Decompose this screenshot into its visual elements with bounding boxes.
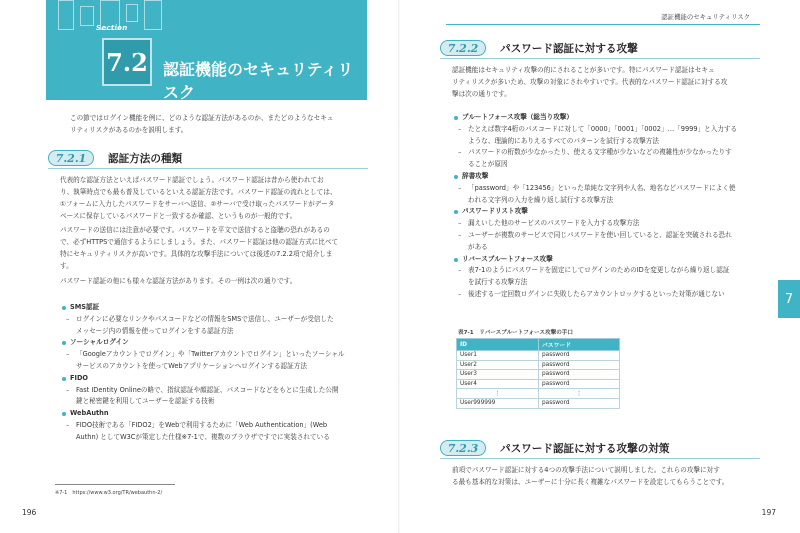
list-item: WebAuthn <box>62 408 377 420</box>
list-item: ブルートフォース攻撃（総当り攻撃） <box>454 112 764 124</box>
text-line: る最も基本的な対策は、ユーザーに十分に長く複雑なパスワードを設定してもらうことです。 <box>452 478 729 486</box>
right-page <box>400 0 800 533</box>
subsection-title: パスワード認証に対する攻撃の対策 <box>500 442 670 455</box>
table-cell: password <box>539 398 620 408</box>
text-line: 特にセキュリティリスクが高いです。具体的な攻撃手法については後述の7.2.2項で紹介しま <box>60 250 333 258</box>
text-line: ①フォームに入力したパスワードをサーバへ送信、②サーバで受け取ったパスワードがデータ <box>60 200 335 208</box>
list-subitem-cont: メッセージ内の情報を使ってログインをする認証方法 <box>76 326 234 335</box>
table-row <box>457 351 620 361</box>
paragraph-2 <box>60 224 375 272</box>
table-cell: password <box>539 360 620 370</box>
list-subitem-cont: ような、理論的にありえるすべてのパターンを試行する攻撃方法 <box>468 136 659 145</box>
list-subitem: – 漏えいした他のサービスのパスワードを入力する攻撃方法 <box>454 218 764 230</box>
subsection-heading-721 <box>48 150 368 166</box>
table-cell: User2 <box>457 360 539 370</box>
list-item: FIDO <box>62 373 377 385</box>
intro-paragraph <box>70 112 333 136</box>
subsection-title: 認証方法の種類 <box>108 152 183 165</box>
list-subitem: – 後述する一定回数ログインに失敗したらアカウントロックするといった対策が通じない <box>454 289 764 301</box>
list-item: ソーシャルログイン <box>62 337 377 349</box>
header-decoration <box>126 4 138 22</box>
table-header: ID <box>457 339 539 351</box>
table-cell: User1 <box>457 351 539 361</box>
subsection-number: 7.2.3 <box>440 440 486 456</box>
list-subitem-cont: を試行する攻撃方法 <box>468 278 528 287</box>
auth-method-list <box>62 302 377 444</box>
list-subitem: – FIDO技術である「FIDO2」をWebで利用するために「Web Authentication」(Web <box>62 420 377 432</box>
text-line: す。 <box>60 262 73 270</box>
table-cell: password <box>539 351 620 361</box>
text-line: リティリスクがあるのかを説明します。 <box>70 126 188 134</box>
text-line: ベースに保存しているパスワードと一致するか確認、というものが一般的です。 <box>60 212 297 220</box>
table-row <box>457 379 620 389</box>
header-decoration <box>144 0 162 30</box>
list-subitem-cont: 鍵と秘密鍵を利用してユーザーを認証する技術 <box>76 397 215 406</box>
table-cell: ⋮ <box>457 389 539 399</box>
text-line: り、執筆時点でも最も普及しているといえる認証方法です。パスワード認証の流れとしては、 <box>60 188 337 196</box>
section-title: 認証機能のセキュリティリスク <box>163 60 354 102</box>
header-decoration <box>80 6 94 26</box>
table-caption: 表7-1 リバースブルートフォース攻撃の手口 <box>458 330 573 336</box>
paragraph-3: パスワード認証の他にも様々な認証方法があります。その一例は次の通りです。 <box>60 277 297 285</box>
page-number-left: 196 <box>22 508 37 517</box>
text-line: 代表的な認証方法といえばパスワード認証でしょう。パスワード認証は昔から使われてお <box>60 176 324 184</box>
section-number: 7.2 <box>102 38 152 86</box>
list-subitem: – 「Googleアカウントでログイン」や「Twitterアカウントでログイン」といったソーシャル <box>62 349 377 361</box>
footnote-rule <box>55 484 175 485</box>
text-line: この節ではログイン機能を例に、どのような認証方法があるのか、またどのようなセキュ <box>70 114 334 122</box>
table-row <box>457 389 620 399</box>
section-label: Section <box>96 24 128 32</box>
list-subitem-cont: ることが原因 <box>468 160 508 169</box>
section-header <box>46 0 367 100</box>
text-line: で、必ずHTTPSで通信するようにしましょう。また、パスワード認証は他の認証方式に比べて <box>60 238 339 246</box>
list-subitem: – ユーザーが複数のサービスで同じパスワードを使い回していると、認証を突破される恐れ <box>454 230 764 242</box>
list-subitem: – 「password」や「123456」といった単純な文字列や人名、地名などパスワードによく使 <box>454 183 764 195</box>
list-subitem: – パスワードの桁数が少なかったり、使える文字種が少ないなどの複雑性が少なかったりす <box>454 147 764 159</box>
list-subitem: – ログインに必要なリンクやパスコードなどの情報をSMSで送信し、ユーザーが受信した <box>62 314 377 326</box>
list-subitem-cont: サービスのアカウントを使ってWebアプリケーションへログインする認証方法 <box>76 361 307 370</box>
table-cell: password <box>539 379 620 389</box>
attack-list <box>454 112 764 301</box>
list-item: 辞書攻撃 <box>454 171 764 183</box>
footnote: ※7-1 https://www.w3.org/TR/webauthn-2/ <box>55 490 163 496</box>
text-line: 認証機能はセキュリティ攻撃の的にされることが多いです。特にパスワード認証はセキュ <box>452 66 715 74</box>
heading-rule <box>48 168 368 169</box>
subsection-heading-723 <box>440 440 760 456</box>
header-decoration <box>58 0 74 30</box>
text-line: 撃は次の通りです。 <box>452 90 511 98</box>
table-cell: User3 <box>457 370 539 380</box>
table-header: パスワード <box>539 339 620 351</box>
table-row <box>457 398 620 408</box>
table-cell: ⋮ <box>539 389 620 399</box>
subsection-title: パスワード認証に対する攻撃 <box>500 42 638 55</box>
heading-rule <box>440 58 760 59</box>
table-row <box>457 360 620 370</box>
list-item: SMS認証 <box>62 302 377 314</box>
table-cell: password <box>539 370 620 380</box>
page-number-right: 197 <box>761 508 776 517</box>
list-item: リバースブルートフォース攻撃 <box>454 254 764 266</box>
subsection-number: 7.2.2 <box>440 40 486 56</box>
list-subitem-cont: われる文字列の入力を繰り返し試行する攻撃方法 <box>468 195 614 204</box>
subsection-number: 7.2.1 <box>48 150 94 166</box>
running-head-rule <box>446 24 760 25</box>
table-row <box>457 370 620 380</box>
list-subitem: – 表7-1のようにパスワードを固定にしてログインのためのIDを変更しながら繰り返し認証 <box>454 265 764 277</box>
text-line: パスワードの送信には注意が必要です。パスワードを平文で送信すると盗聴の恐れがあるの <box>60 226 330 234</box>
countermeasure-intro <box>452 464 772 488</box>
table-cell: User4 <box>457 379 539 389</box>
list-subitem-cont: Authn) としてW3Cが策定した仕様※7-1で、複数のブラウザですでに実装されている <box>76 432 330 441</box>
text-line: リティリスクが多いため、攻撃の対象にされやすいです。代表的なパスワード認証に対する攻 <box>452 78 728 86</box>
list-subitem-cont: がある <box>468 242 488 251</box>
chapter-tab: 7 <box>778 280 800 318</box>
attack-intro <box>452 64 762 100</box>
heading-rule <box>440 458 760 459</box>
reverse-bruteforce-table <box>456 338 620 409</box>
list-subitem: – たとえば数字4桁のパスコードに対して「0000」「0001」「0002」…「9999」と入力する <box>454 124 764 136</box>
paragraph-1 <box>60 174 375 222</box>
subsection-heading-722 <box>440 40 760 56</box>
table-cell: User999999 <box>457 398 539 408</box>
text-line: 前項でパスワード認証に対する4つの攻撃手法について説明しました。これらの攻撃に対す <box>452 466 720 474</box>
running-head: 認証機能のセキュリティリスク <box>661 13 750 21</box>
list-item: パスワードリスト攻撃 <box>454 206 764 218</box>
list-subitem: – Fast IDentity Onlineの略で、指紋認証や顔認証、パスコードなどをもとに生成した公開 <box>62 385 377 397</box>
